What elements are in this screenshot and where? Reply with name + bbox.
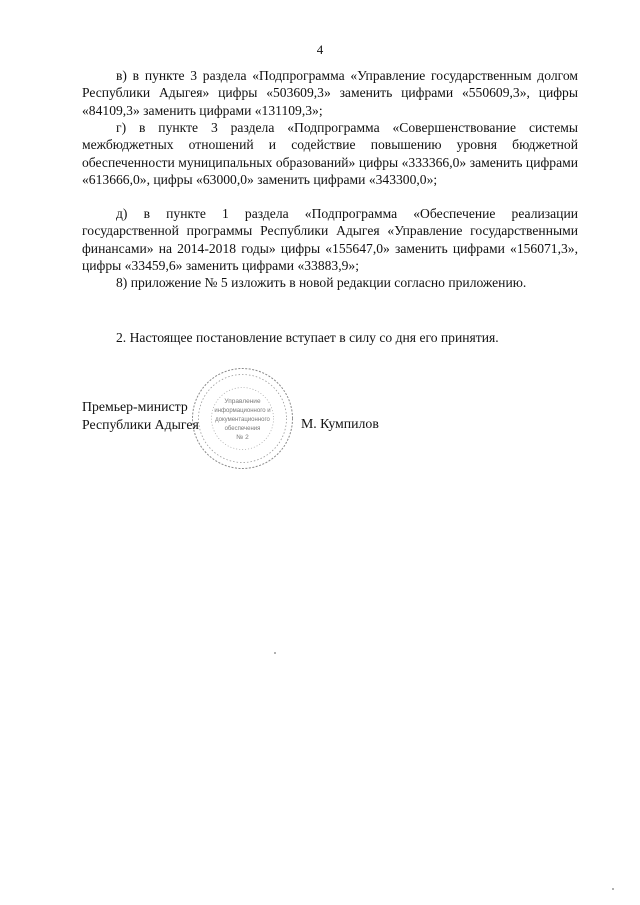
official-seal (190, 366, 295, 471)
signature-position: Премьер-министр (82, 399, 188, 414)
paragraph-item-v: в) в пункте 3 раздела «Подпрограмма «Управление государственным долгом Республики Адыгея» цифры «503609,3» заменить цифрами «550609,3», цифры «84109,3» заменить цифрами «131109,3»; (82, 68, 578, 118)
paragraph-item-g: г) в пункте 3 раздела «Подпрограмма «Совершенствование системы межбюджетных отношений и содействие повышению уровня бюджетной обеспеченности муниципальных образований» цифры «333366,0» заменить цифрами «613666,0», цифры «63000,0» заменить цифрами «343300,0»; (82, 120, 578, 187)
paragraph-item-8: 8) приложение № 5 изложить в новой редакции согласно приложению. (116, 275, 527, 290)
paragraph-item-d: д) в пункте 1 раздела «Подпрограмма «Обеспечение реализации государственной программы Республики Адыгея «Управление государственными финансами» на 2014-2018 годы» цифры «155647,0» заменить цифрами «156071,3», цифры «33459,6» заменить цифрами «33883,9»; (82, 206, 578, 273)
seal-line-2: информационного и (214, 408, 271, 414)
paragraph-effective-date: 2. Настоящее постановление вступает в силу со дня его принятия. (116, 330, 499, 345)
signatory-name: М. Кумпилов (301, 416, 379, 431)
scan-speck (612, 888, 614, 890)
seal-line-4: обеспечения (224, 426, 261, 432)
signature-region: Республики Адыгея (82, 416, 199, 432)
seal-line-5: № 2 (236, 434, 249, 441)
page-number: 4 (316, 42, 324, 57)
signature-title (82, 398, 199, 433)
seal-line-3: документационного (215, 417, 270, 423)
seal-line-1: Управление (224, 398, 261, 405)
scan-speck (274, 652, 276, 654)
